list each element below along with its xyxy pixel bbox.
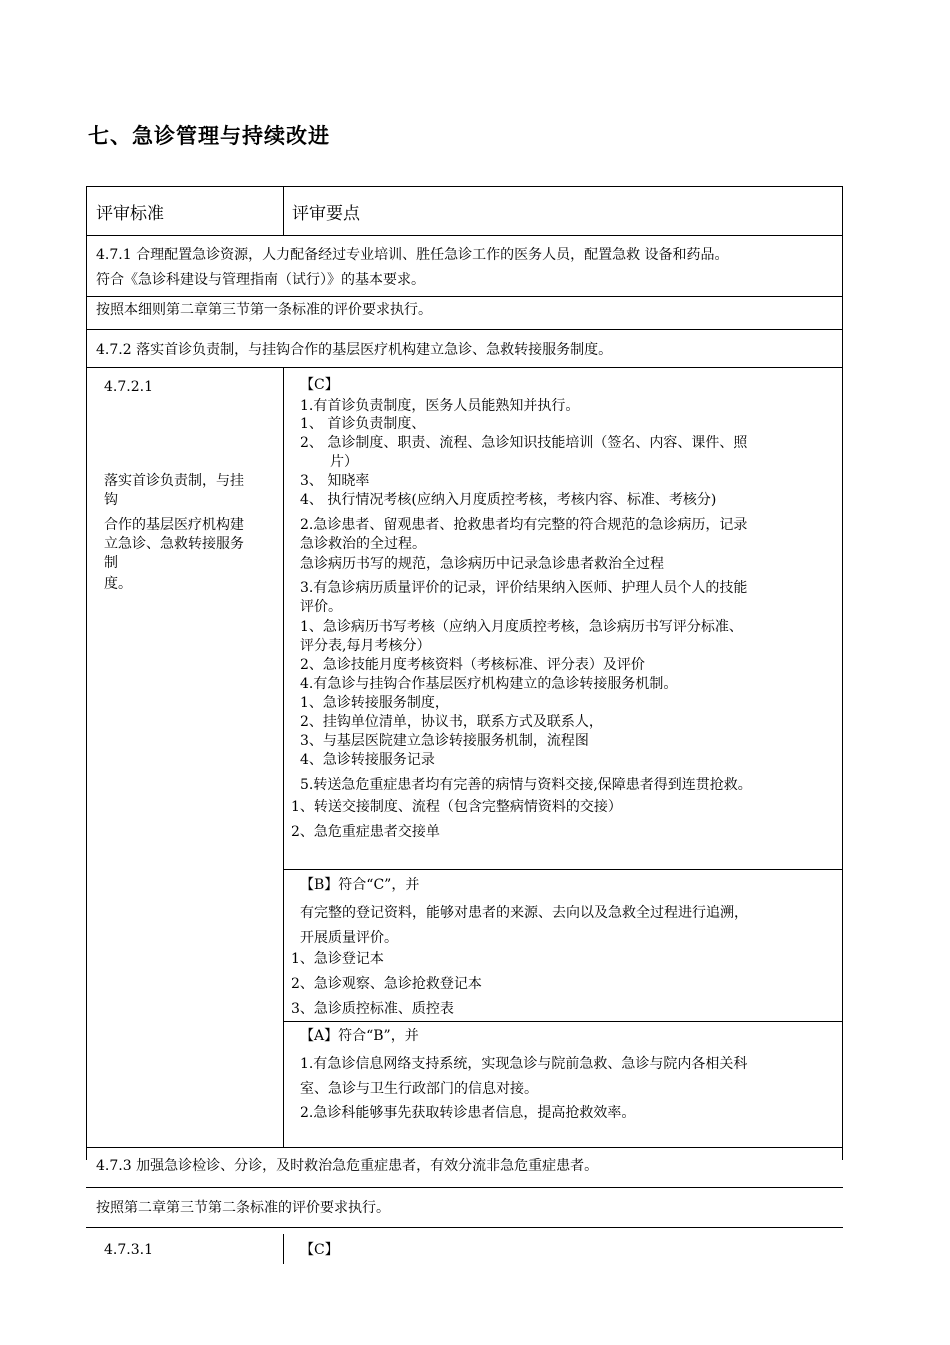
criteria-line: 4、 执行情况考核(应纳入月度质控考核，考核内容、标准、考核分) xyxy=(300,492,717,508)
description-line: 度。 xyxy=(104,576,132,592)
criteria-line: 3、与基层医院建立急诊转接服务机制，流程图 xyxy=(300,733,589,749)
criteria-line: 3.有急诊病历质量评价的记录，评价结果纳入医师、护理人员个人的技能 xyxy=(300,580,748,596)
criteria-line: 2、急诊技能月度考核资料（考核标准、评分表）及评价 xyxy=(300,657,645,673)
criteria-line: 4.有急诊与挂钩合作基层医疗机构建立的急诊转接服务机制。 xyxy=(300,676,678,692)
grade-b-label: 【B】符合“C”，并 xyxy=(300,877,420,893)
criteria-line: 1、急诊登记本 xyxy=(291,951,384,967)
page-title: 七、急诊管理与持续改进 xyxy=(88,124,330,148)
criteria-line: 3、 知晓率 xyxy=(300,473,370,489)
criteria-line: 4、急诊转接服务记录 xyxy=(300,752,435,768)
criteria-line: 2.急诊患者、留观患者、抢救患者均有完整的符合规范的急诊病历，记录 xyxy=(300,517,748,533)
criteria-line: 2.急诊科能够事先获取转诊患者信息，提高抢救效率。 xyxy=(300,1105,636,1121)
criteria-line: 有完整的登记资料，能够对患者的来源、去向以及急救全过程进行追溯， xyxy=(300,905,748,921)
criteria-line: 1、转送交接制度、流程（包含完整病情资料的交接） xyxy=(291,799,622,815)
criteria-line: 片） xyxy=(330,454,358,470)
criteria-line: 室、急诊与卫生行政部门的信息对接。 xyxy=(300,1081,538,1097)
criteria-line: 2、急危重症患者交接单 xyxy=(291,824,440,840)
criteria-line: 3、急诊质控标准、质控表 xyxy=(291,1001,454,1017)
description-line: 制 xyxy=(104,555,118,571)
criteria-line: 1、急诊转接服务制度， xyxy=(300,695,449,711)
criteria-line: 2、急诊观察、急诊抢救登记本 xyxy=(291,976,482,992)
grade-a-label: 【A】符合“B”，并 xyxy=(300,1028,419,1044)
criteria-line: 2、 急诊制度、职责、流程、急诊知识技能培训（签名、内容、课件、照 xyxy=(300,435,748,451)
criteria-line: 1.有急诊信息网络支持系统，实现急诊与院前急救、急诊与院内各相关科 xyxy=(300,1056,748,1072)
criteria-line: 1、急诊病历书写考核（应纳入月度质控考核，急诊病历书写评分标准、 xyxy=(300,619,743,635)
standard-4-7-3-note: 按照第二章第三节第二条标准的评价要求执行。 xyxy=(96,1200,390,1216)
criteria-line: 急诊病历书写的规范，急诊病历中记录急诊患者救治全过程 xyxy=(300,556,664,572)
criteria-line: 1、 首诊负责制度、 xyxy=(300,416,426,432)
grade-c-label: 【C】 xyxy=(300,377,339,393)
criteria-line: 2、挂钩单位清单，协议书，联系方式及联系人， xyxy=(300,714,603,730)
standard-4-7-1-note: 按照本细则第二章第三节第一条标准的评价要求执行。 xyxy=(96,302,432,318)
standard-4-7-1-text: 4.7.1 合理配置急诊资源，人力配备经过专业培训、胜任急诊工作的医务人员，配置急救 设备和药品。 xyxy=(96,247,729,263)
item-code-4-7-3-1: 4.7.3.1 xyxy=(104,1242,153,1258)
description-line: 落实首诊负责制，与挂 xyxy=(104,473,244,489)
standard-4-7-2-title: 4.7.2 落实首诊负责制，与挂钩合作的基层医疗机构建立急诊、急救转接服务制度。 xyxy=(96,342,613,358)
grade-c-label: 【C】 xyxy=(300,1242,339,1258)
criteria-line: 急诊救治的全过程。 xyxy=(300,536,426,552)
description-line: 钩 xyxy=(104,492,118,508)
standard-4-7-2-1-description xyxy=(104,472,280,594)
header-review-standard: 评审标准 xyxy=(96,204,164,224)
description-line: 合作的基层医疗机构建 xyxy=(104,517,244,533)
criteria-line: 1.有首诊负责制度，医务人员能熟知并执行。 xyxy=(300,398,580,414)
criteria-line: 评价。 xyxy=(300,599,342,615)
description-line: 立急诊、急救转接服务 xyxy=(104,536,244,552)
criteria-line: 开展质量评价。 xyxy=(300,930,398,946)
item-code-4-7-2-1: 4.7.2.1 xyxy=(104,379,153,395)
header-review-points: 评审要点 xyxy=(292,204,360,224)
standard-4-7-1-text-cont: 符合《急诊科建设与管理指南（试行）》的基本要求。 xyxy=(96,272,425,288)
criteria-line: 5.转送急危重症患者均有完善的病情与资料交接,保障患者得到连贯抢救。 xyxy=(300,777,752,793)
standard-4-7-3-title: 4.7.3 加强急诊检诊、分诊，及时救治急危重症患者，有效分流非急危重症患者。 xyxy=(96,1158,599,1174)
criteria-line: 评分表,每月考核分） xyxy=(300,638,431,654)
